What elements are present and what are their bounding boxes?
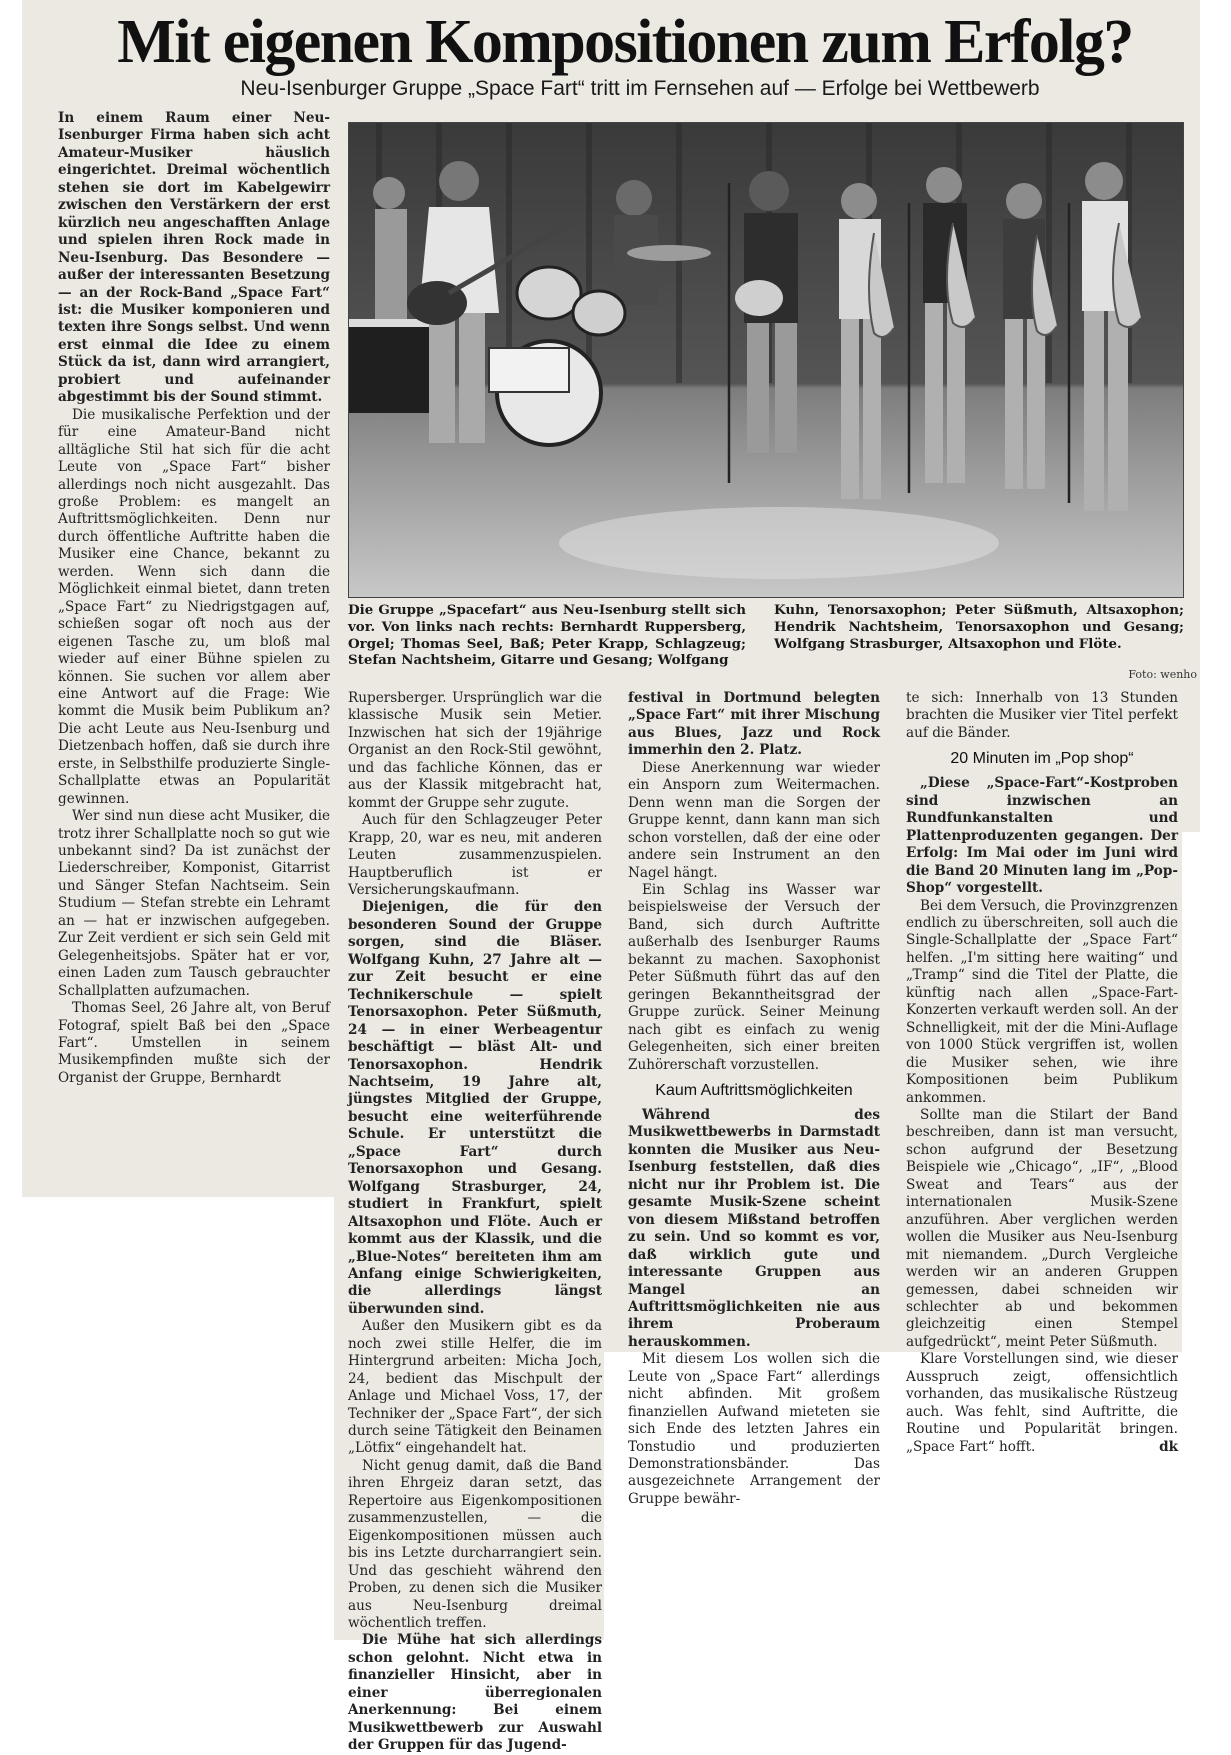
section-heading: Kaum Auftrittsmöglichkeiten: [655, 1081, 853, 1099]
paragraph: Nicht genug damit, daß die Band ihren Ehrgeiz daran setzt, das Repertoire aus Eigenkompositionen zusammenzustellen, — die Eigenkompositionen müssen auch bis ins Letzte durcharrangiert sein. Und das geschieht während den Proben, zu denen sich die Musiker aus Neu-Isenburg dreimal wöchentlich treffen.: [348, 1457, 602, 1632]
paragraph: festival in Dortmund belegten „Space Fart“ mit ihrer Mischung aus Blues, Jazz und Rock immerhin den 2. Platz.: [628, 690, 880, 759]
paragraph: Während des Musikwettbewerbs in Darmstadt konnten die Musiker aus Neu-Isenburg feststellen, daß dies nicht nur ihr Problem ist. Die gesamte Musik-Szene scheint von diesem Mißstand betroffen zu sein. Und so kommt es vor, daß wirklich gute und interessante Gruppen aus Mangel an Auftrittsmöglichkeiten nie aus ihrem Proberaum herauskommen.: [628, 1106, 880, 1350]
photo-credit: Foto: wenho: [1128, 668, 1197, 681]
column-4: [906, 690, 1178, 1456]
headline: Mit eigenen Kompositionen zum Erfolg?: [117, 8, 1133, 76]
column-2: [348, 690, 602, 1755]
paragraph: Mit diesem Los wollen sich die Leute von „Space Fart“ allerdings nicht abfinden. Mit großem finanziellen Aufwand mieteten sie sich Ende des letzten Jahres ein Tonstudio und produzierten Demonstrationsbänder. Das ausgezeichnete Arrangement der Gruppe bewähr-: [628, 1351, 880, 1507]
author-signature: dk: [1159, 1438, 1178, 1455]
paragraph: [906, 1351, 1178, 1456]
paragraph: Auch für den Schlagzeuger Peter Krapp, 20, war es neu, mit anderen Leuten zusammenzuspielen. Hauptberuflich ist er Versicherungskaufmann.: [348, 812, 602, 898]
paragraph: te sich: Innerhalb von 13 Stunden brachten die Musiker vier Titel perfekt auf die Bänder.: [906, 690, 1178, 741]
paragraph: Die Mühe hat sich allerdings schon gelohnt. Nicht etwa in finanzieller Hinsicht, aber in einer überregionalen Anerkennung: Bei einem Musikwettbewerb zur Auswahl der Gruppen für das Jugend-: [348, 1632, 602, 1754]
photo-caption-right: Kuhn, Tenorsaxophon; Peter Süßmuth, Altsaxophon; Hendrik Nachtsheim, Tenorsaxophon und Gesang; Wolfgang Strasburger, Altsaxophon und Flöte.: [774, 602, 1184, 652]
paragraph: Diejenigen, die für den besonderen Sound der Gruppe sorgen, sind die Bläser. Wolfgang Kuhn, 27 Jahre alt — zur Zeit besucht er eine Technikerschule — spielt Tenorsaxophon. Peter Süßmuth, 24 — in einer Werbeagentur beschäftigt — bläst Alt- und Tenorsaxophon. Hendrik Nachtseim, 19 Jahre alt, jüngstes Mitglied der Gruppe, besucht eine weiterführende Schule. Er unterstützt die „Space Fart“ durch Tenorsaxophon und Gesang. Wolfgang Strasburger, 24, studiert in Frankfurt, spielt Altsaxophon und Flöte. Auch er kommt aus der Klassik, und die „Blue-Notes“ bereiteten ihm am Anfang einige Schwierigkeiten, die allerdings längst überwunden sind.: [348, 899, 602, 1317]
section-heading: 20 Minuten im „Pop shop“: [950, 750, 1134, 768]
paragraph: Außer den Musikern gibt es da noch zwei stille Helfer, die im Hintergrund arbeiten: Micha Joch, 24, bedient das Mischpult der Anlage und Michael Voss, 17, der Techniker der „Space Fart“, der sich durch seine Tätigkeit den Beinamen „Lötfix“ eingehandelt hat.: [348, 1318, 602, 1457]
lead-paragraph: In einem Raum einer Neu-Isenburger Firma haben sich acht Amateur-Musiker häuslich eingerichtet. Dreimal wöchentlich stehen sie dort im Kabelgewirr zwischen den Verstärkern der erst kürzlich neu angeschafften Anlage und spielen ihren Rock made in Neu-Isenburg. Das Besondere — außer der interessanten Besetzung — an der Rock-Band „Space Fart“ ist: die Musiker komponieren und texten ihre Songs selbst. Und wenn erst einmal die Idee zu einem Stück da ist, dann wird arrangiert, probiert und aufeinander abgestimmt bis der Sound stimmt.: [58, 110, 330, 406]
band-photo: [348, 122, 1184, 598]
paragraph: „Diese „Space-Fart“-Kostproben sind inzwischen an Rundfunkanstalten und Plattenproduzenten gegangen. Der Erfolg: Im Mai oder im Juni wird die Band 20 Minuten lang im „Pop-Shop“ vorgestellt.: [906, 775, 1178, 897]
paragraph: Die musikalische Perfektion und der für eine Amateur-Band nicht alltägliche Stil hat sich für die acht Leute von „Space Fart“ bisher allerdings noch nicht ausgezahlt. Das große Problem: es mangelt an Auftrittsmöglichkeiten. Denn nur durch öffentliche Auftritte haben die Musiker eine Chance, bekannt zu werden. Wenn sich dann die Möglichkeit einmal bietet, dann treten „Space Fart“ zu Niedrigstgagen auf, schießen sogar oft noch aus der eigenen Tasche zu, um bloß mal wieder auf einer Bühne spielen zu können. Sie suchen vor allem aber eine Antwort auf die Frage: Wie kommt die Musik beim Publikum an? Die acht Leute aus Neu-Isenburg und Dietzenbach hoffen, daß sie durch ihre erste, in Selbsthilfe produzierte Single-Schallplatte etwas an Popularität gewinnen.: [58, 406, 330, 807]
paragraph: Diese Anerkennung war wieder ein Ansporn zum Weitermachen. Denn wenn man die Sorgen der Gruppe kennt, dann kann man sich schon vorstellen, daß der eine oder andere sein Instrument an den Nagel hängt.: [628, 759, 880, 881]
paragraph: Ein Schlag ins Wasser war beispielsweise der Versuch der Band, sich durch Auftritte außerhalb des Isenburger Raums bekannt zu machen. Saxophonist Peter Süßmuth führt das auf den geringen Bekanntheitsgrad der Gruppe zurück. Seiner Meinung nach gibt es einfach zu wenig Gelegenheiten, sich einer breiten Zuhörerschaft vorzustellen.: [628, 881, 880, 1073]
paragraph-text: Klare Vorstellungen sind, wie dieser Ausspruch zeigt, offensichtlich vorhanden, das musikalische Rüstzeug auch. Was fehlt, sind Auftritte, die Routine und Popularität bringen. „Space Fart“ hofft.: [906, 1351, 1178, 1455]
photo-caption-left: Die Gruppe „Spacefart“ aus Neu-Isenburg stellt sich vor. Von links nach rechts: Bernhardt Ruppersberg, Orgel; Thomas Seel, Baß; Peter Krapp, Schlagzeug; Stefan Nachtsheim, Gitarre und Gesang; Wolfgang: [348, 602, 746, 669]
paragraph: Bei dem Versuch, die Provinzgrenzen endlich zu überschreiten, soll auch die Single-Schallplatte der „Space Fart“ helfen. „I'm sitting here waiting“ und „Tramp“ sind die Titel der Platte, die künftig nach allen „Space-Fart-Konzerten verkauft werden soll. An der Schnelligkeit, mit der die Mini-Auflage von 1000 Stück vergriffen ist, wollen die Musiker sehen, wie ihre Kompositionen beim Publikum ankommen.: [906, 897, 1178, 1106]
paragraph: Rupersberger. Ursprünglich war die klassische Musik sein Metier. Inzwischen hat sich der 19jährige Organist an den Rock-Stil gewöhnt, und das fachliche Können, das er aus der Klassik mitgebracht hat, kommt der Gruppe sehr zugute.: [348, 690, 602, 811]
paragraph: Wer sind nun diese acht Musiker, die trotz ihrer Schallplatte noch so gut wie unbekannt sind? Da ist zunächst der Liederschreiber, Komponist, Gitarrist und Sänger Stefan Nachtseim. Sein Studium — Stefan strebte ein Lehramt an — hat er inzwischen aufgegeben. Zur Zeit verdient er sich sein Geld mit Gelegenheitsjobs. Später hat er vor, einen Laden zum Tausch gebrauchter Schallplatten aufzumachen.: [58, 808, 330, 999]
paragraph: Sollte man die Stilart der Band beschreiben, dann ist man versucht, schon aufgrund der Besetzung Beispiele wie „Chicago“, „IF“, „Blood Sweat and Tears“ aus der internationalen Musik-Szene anzuführen. Aber verglichen werden wollen die Musiker aus Neu-Isenburg mit niemandem. „Durch Vergleiche werden wir an anderen Gruppen gemessen, dabei schneiden wir schlechter ab und bekommen gleichzeitig einen Stempel aufgedrückt“, meint Peter Süßmuth.: [906, 1106, 1178, 1350]
subheadline: Neu-Isenburger Gruppe „Space Fart“ tritt im Fernsehen auf — Erfolge bei Wettbewerb: [240, 77, 1040, 100]
column-3: [628, 690, 880, 1508]
paragraph: Thomas Seel, 26 Jahre alt, von Beruf Fotograf, spielt Baß bei den „Space Fart“. Umstellen in seinem Musikempfinden mußte sich der Organist der Gruppe, Bernhardt: [58, 1000, 330, 1086]
column-1: [58, 110, 330, 1087]
